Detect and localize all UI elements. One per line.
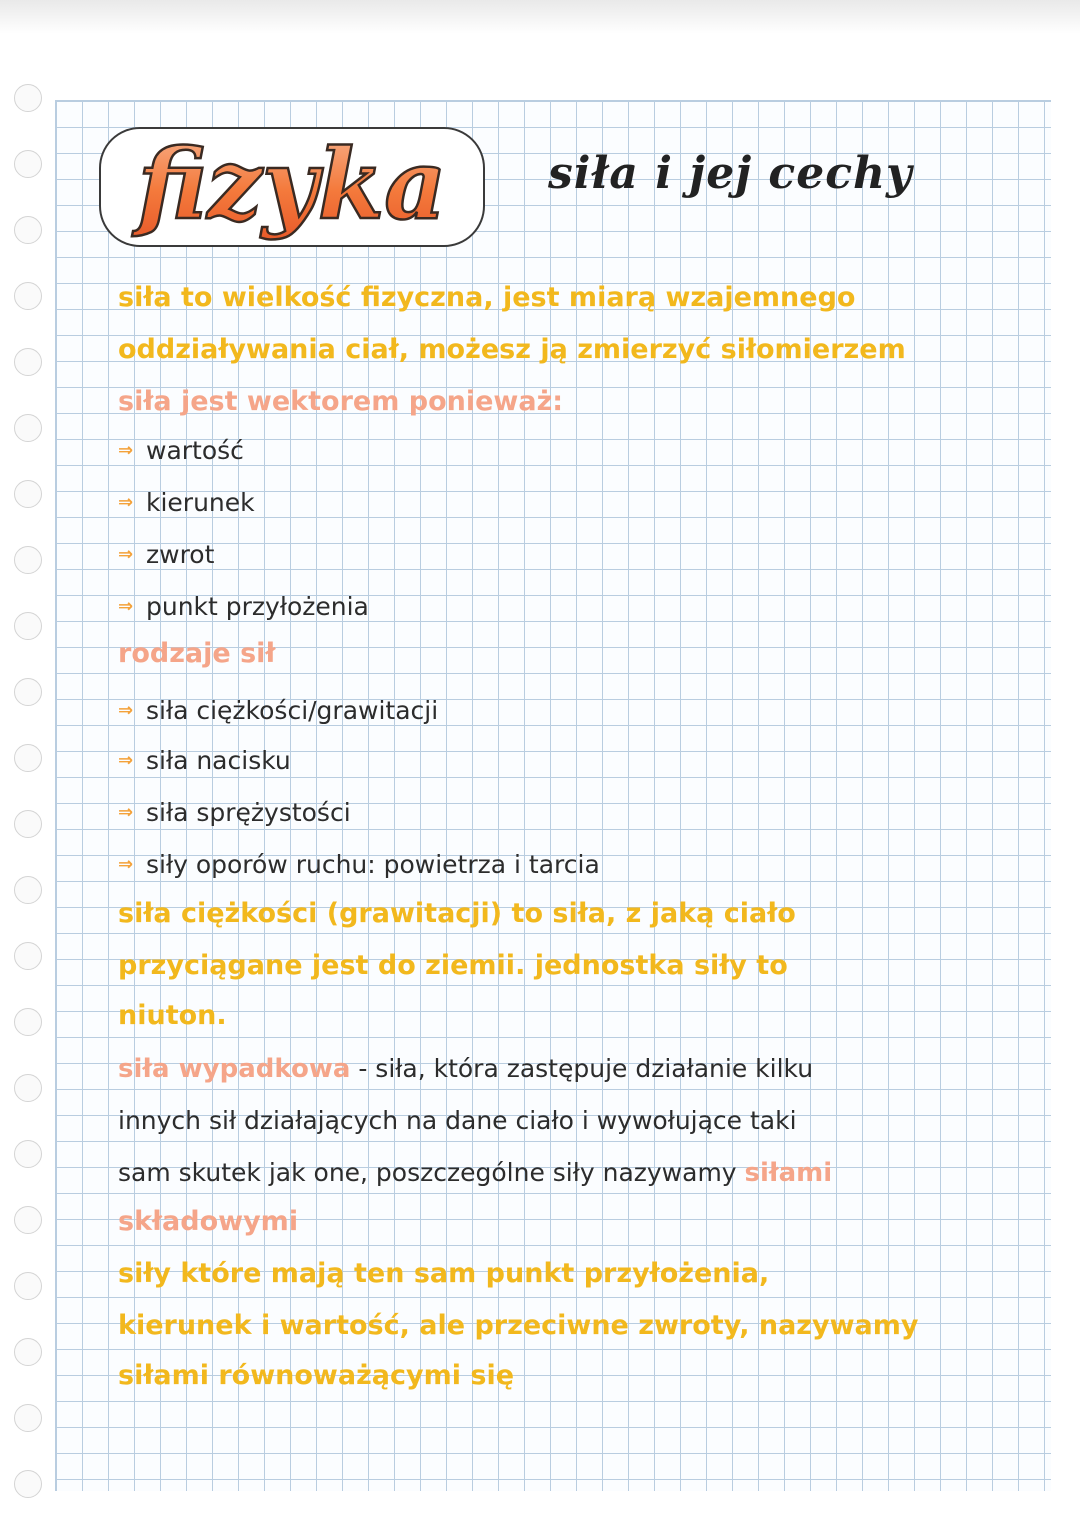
- binder-hole: [14, 876, 42, 904]
- arrow-icon: ⇒: [118, 543, 134, 565]
- types-heading: rodzaje sił: [118, 638, 276, 669]
- binder-hole: [14, 480, 42, 508]
- binder-hole: [14, 282, 42, 310]
- components-term: składowymi: [118, 1206, 299, 1237]
- balancing-line: siłami równoważącymi się: [118, 1360, 515, 1391]
- gravity-line: siła ciężkości (grawitacji) to siła, z jaką ciało: [118, 898, 796, 929]
- binder-hole: [14, 810, 42, 838]
- binder-hole: [14, 1470, 42, 1498]
- definition-line: oddziaływania ciał, możesz ją zmierzyć siłomierzem: [118, 334, 906, 365]
- arrow-icon: ⇒: [118, 749, 134, 771]
- vector-heading: siła jest wektorem ponieważ:: [118, 386, 564, 417]
- binder-hole: [14, 744, 42, 772]
- arrow-icon: ⇒: [118, 439, 134, 461]
- binder-hole: [14, 1404, 42, 1432]
- binder-hole: [14, 1008, 42, 1036]
- title-logo: [92, 110, 492, 260]
- topic-title: siła i jej cechy: [548, 148, 913, 199]
- binder-hole: [14, 348, 42, 376]
- gravity-line: niuton.: [118, 1000, 227, 1031]
- list-item: ⇒ punkt przyłożenia: [118, 591, 369, 621]
- resultant-line: siła wypadkowa - siła, która zastępuje działanie kilku: [118, 1054, 814, 1084]
- list-item: ⇒ wartość: [118, 435, 244, 465]
- components-term: siłami: [744, 1158, 833, 1188]
- title-logo-text: fizyka: [137, 128, 447, 241]
- binder-hole: [14, 84, 42, 112]
- gravity-line: przyciągane jest do ziemii. jednostka siły to: [118, 950, 788, 981]
- binder-hole: [14, 1338, 42, 1366]
- binder-hole: [14, 150, 42, 178]
- resultant-term: siła wypadkowa: [118, 1054, 351, 1084]
- binder-hole: [14, 216, 42, 244]
- list-item: ⇒ siła ciężkości/grawitacji: [118, 695, 439, 725]
- binder-hole: [14, 1074, 42, 1102]
- balancing-line: siły które mają ten sam punkt przyłożenia,: [118, 1258, 770, 1289]
- binder-hole: [14, 546, 42, 574]
- binder-hole: [14, 1272, 42, 1300]
- resultant-line: innych sił działających na dane ciało i wywołujące taki: [118, 1106, 797, 1135]
- binder-hole: [14, 678, 42, 706]
- scan-shadow: [0, 0, 1080, 34]
- list-item: ⇒ siła sprężystości: [118, 797, 351, 827]
- binder-hole: [14, 1206, 42, 1234]
- binder-hole: [14, 1140, 42, 1168]
- arrow-icon: ⇒: [118, 699, 134, 721]
- arrow-icon: ⇒: [118, 491, 134, 513]
- binder-hole: [14, 612, 42, 640]
- list-item: ⇒ zwrot: [118, 539, 215, 569]
- binder-hole: [14, 942, 42, 970]
- binder-hole: [14, 414, 42, 442]
- balancing-line: kierunek i wartość, ale przeciwne zwroty, nazywamy: [118, 1310, 919, 1341]
- list-item: ⇒ siły oporów ruchu: powietrza i tarcia: [118, 849, 600, 879]
- arrow-icon: ⇒: [118, 595, 134, 617]
- list-item: ⇒ kierunek: [118, 487, 255, 517]
- arrow-icon: ⇒: [118, 853, 134, 875]
- arrow-icon: ⇒: [118, 801, 134, 823]
- definition-line: siła to wielkość fizyczna, jest miarą wzajemnego: [118, 282, 856, 313]
- resultant-line: sam skutek jak one, poszczególne siły nazywamy siłami: [118, 1158, 833, 1188]
- list-item: ⇒ siła nacisku: [118, 745, 291, 775]
